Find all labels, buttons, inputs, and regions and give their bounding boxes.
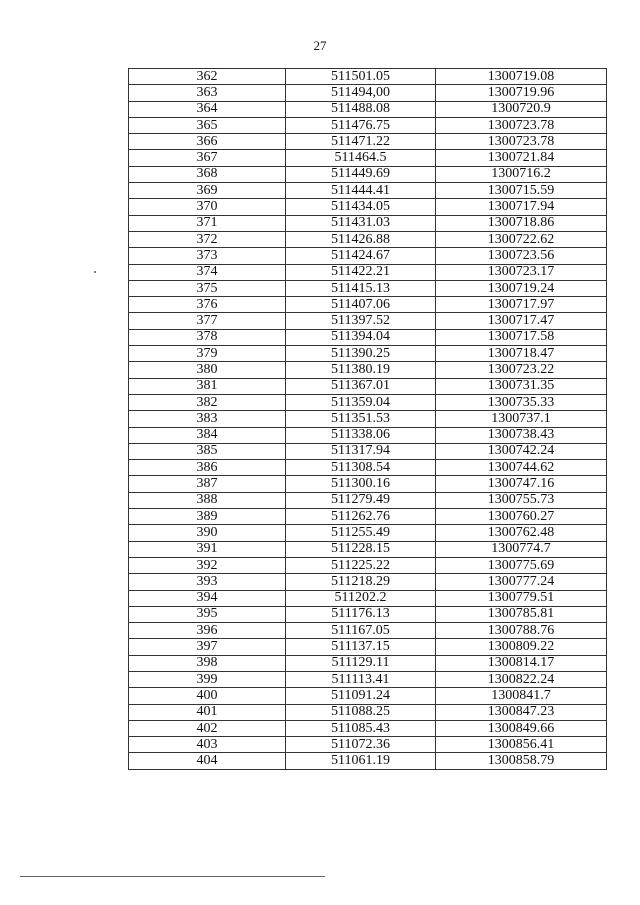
table-row xyxy=(129,378,607,394)
y-coordinate-cell: 1300858.79 xyxy=(436,753,607,769)
x-coordinate-cell: 511085.43 xyxy=(286,720,436,736)
point-number-cell: 404 xyxy=(129,753,286,769)
y-coordinate-cell: 1300717.97 xyxy=(436,297,607,313)
x-coordinate-cell: 511262.76 xyxy=(286,509,436,525)
table-row xyxy=(129,541,607,557)
x-coordinate-cell: 511308.54 xyxy=(286,460,436,476)
point-number-cell: 371 xyxy=(129,215,286,231)
point-number-cell: 385 xyxy=(129,443,286,459)
point-number-cell: 386 xyxy=(129,460,286,476)
y-coordinate-cell: 1300719.08 xyxy=(436,69,607,85)
y-coordinate-cell: 1300718.86 xyxy=(436,215,607,231)
table-row xyxy=(129,69,607,85)
y-coordinate-cell: 1300822.24 xyxy=(436,671,607,687)
y-coordinate-cell: 1300723.78 xyxy=(436,134,607,150)
table-row xyxy=(129,280,607,296)
y-coordinate-cell: 1300762.48 xyxy=(436,525,607,541)
table-row xyxy=(129,199,607,215)
table-row xyxy=(129,590,607,606)
point-number-cell: 363 xyxy=(129,85,286,101)
point-number-cell: 373 xyxy=(129,248,286,264)
x-coordinate-cell: 511225.22 xyxy=(286,557,436,573)
point-number-cell: 366 xyxy=(129,134,286,150)
table-row xyxy=(129,574,607,590)
point-number-cell: 402 xyxy=(129,720,286,736)
x-coordinate-cell: 511167.05 xyxy=(286,623,436,639)
y-coordinate-cell: 1300775.69 xyxy=(436,557,607,573)
x-coordinate-cell: 511415.13 xyxy=(286,280,436,296)
table-row xyxy=(129,183,607,199)
table-row xyxy=(129,688,607,704)
table-row xyxy=(129,460,607,476)
point-number-cell: 380 xyxy=(129,362,286,378)
table-row xyxy=(129,231,607,247)
point-number-cell: 399 xyxy=(129,671,286,687)
table-row xyxy=(129,215,607,231)
x-coordinate-cell: 511228.15 xyxy=(286,541,436,557)
x-coordinate-cell: 511061.19 xyxy=(286,753,436,769)
y-coordinate-cell: 1300717.47 xyxy=(436,313,607,329)
table-row xyxy=(129,671,607,687)
y-coordinate-cell: 1300720.9 xyxy=(436,101,607,117)
x-coordinate-cell: 511088.25 xyxy=(286,704,436,720)
x-coordinate-cell: 511091.24 xyxy=(286,688,436,704)
table-row xyxy=(129,704,607,720)
y-coordinate-cell: 1300777.24 xyxy=(436,574,607,590)
x-coordinate-cell: 511202.2 xyxy=(286,590,436,606)
x-coordinate-cell: 511476.75 xyxy=(286,117,436,133)
point-number-cell: 364 xyxy=(129,101,286,117)
point-number-cell: 391 xyxy=(129,541,286,557)
point-number-cell: 372 xyxy=(129,231,286,247)
x-coordinate-cell: 511444.41 xyxy=(286,183,436,199)
y-coordinate-cell: 1300723.78 xyxy=(436,117,607,133)
point-number-cell: 367 xyxy=(129,150,286,166)
point-number-cell: 384 xyxy=(129,427,286,443)
table-row xyxy=(129,101,607,117)
table-row xyxy=(129,737,607,753)
table-row xyxy=(129,117,607,133)
y-coordinate-cell: 1300723.22 xyxy=(436,362,607,378)
point-number-cell: 395 xyxy=(129,606,286,622)
y-coordinate-cell: 1300717.94 xyxy=(436,199,607,215)
table-row xyxy=(129,623,607,639)
point-number-cell: 393 xyxy=(129,574,286,590)
y-coordinate-cell: 1300738.43 xyxy=(436,427,607,443)
y-coordinate-cell: 1300721.84 xyxy=(436,150,607,166)
y-coordinate-cell: 1300779.51 xyxy=(436,590,607,606)
table-row xyxy=(129,411,607,427)
point-number-cell: 392 xyxy=(129,557,286,573)
x-coordinate-cell: 511424.67 xyxy=(286,248,436,264)
table-row xyxy=(129,134,607,150)
table-row xyxy=(129,427,607,443)
y-coordinate-cell: 1300722.62 xyxy=(436,231,607,247)
y-coordinate-cell: 1300785.81 xyxy=(436,606,607,622)
table-row xyxy=(129,85,607,101)
table-row xyxy=(129,166,607,182)
y-coordinate-cell: 1300747.16 xyxy=(436,476,607,492)
point-number-cell: 389 xyxy=(129,509,286,525)
y-coordinate-cell: 1300744.62 xyxy=(436,460,607,476)
y-coordinate-cell: 1300731.35 xyxy=(436,378,607,394)
table-row xyxy=(129,329,607,345)
table-row xyxy=(129,248,607,264)
table-row xyxy=(129,606,607,622)
table-row xyxy=(129,297,607,313)
x-coordinate-cell: 511390.25 xyxy=(286,346,436,362)
point-number-cell: 375 xyxy=(129,280,286,296)
table-row xyxy=(129,720,607,736)
x-coordinate-cell: 511380.19 xyxy=(286,362,436,378)
y-coordinate-cell: 1300719.96 xyxy=(436,85,607,101)
table-row xyxy=(129,150,607,166)
x-coordinate-cell: 511317.94 xyxy=(286,443,436,459)
x-coordinate-cell: 511422.21 xyxy=(286,264,436,280)
x-coordinate-cell: 511359.04 xyxy=(286,394,436,410)
y-coordinate-cell: 1300856.41 xyxy=(436,737,607,753)
footer-rule xyxy=(20,876,325,877)
point-number-cell: 401 xyxy=(129,704,286,720)
y-coordinate-cell: 1300718.47 xyxy=(436,346,607,362)
table-row xyxy=(129,525,607,541)
x-coordinate-cell: 511501.05 xyxy=(286,69,436,85)
point-number-cell: 383 xyxy=(129,411,286,427)
table-row xyxy=(129,509,607,525)
point-number-cell: 390 xyxy=(129,525,286,541)
x-coordinate-cell: 511300.16 xyxy=(286,476,436,492)
point-number-cell: 387 xyxy=(129,476,286,492)
table-row xyxy=(129,362,607,378)
y-coordinate-cell: 1300847.23 xyxy=(436,704,607,720)
y-coordinate-cell: 1300742.24 xyxy=(436,443,607,459)
coordinates-table-body xyxy=(129,69,607,770)
point-number-cell: 362 xyxy=(129,69,286,85)
x-coordinate-cell: 511397.52 xyxy=(286,313,436,329)
y-coordinate-cell: 1300774.7 xyxy=(436,541,607,557)
table-row xyxy=(129,753,607,769)
x-coordinate-cell: 511494,00 xyxy=(286,85,436,101)
x-coordinate-cell: 511137.15 xyxy=(286,639,436,655)
coordinates-table xyxy=(128,68,607,770)
point-number-cell: 396 xyxy=(129,623,286,639)
x-coordinate-cell: 511394.04 xyxy=(286,329,436,345)
x-coordinate-cell: 511471.22 xyxy=(286,134,436,150)
y-coordinate-cell: 1300760.27 xyxy=(436,509,607,525)
point-number-cell: 381 xyxy=(129,378,286,394)
table-row xyxy=(129,557,607,573)
y-coordinate-cell: 1300715.59 xyxy=(436,183,607,199)
table-row xyxy=(129,443,607,459)
page-number: 27 xyxy=(313,38,327,53)
x-coordinate-cell: 511434.05 xyxy=(286,199,436,215)
y-coordinate-cell: 1300719.24 xyxy=(436,280,607,296)
point-number-cell: 382 xyxy=(129,394,286,410)
x-coordinate-cell: 511255.49 xyxy=(286,525,436,541)
point-number-cell: 378 xyxy=(129,329,286,345)
table-row xyxy=(129,476,607,492)
x-coordinate-cell: 511488.08 xyxy=(286,101,436,117)
x-coordinate-cell: 511351.53 xyxy=(286,411,436,427)
point-number-cell: 370 xyxy=(129,199,286,215)
y-coordinate-cell: 1300717.58 xyxy=(436,329,607,345)
x-coordinate-cell: 511464.5 xyxy=(286,150,436,166)
x-coordinate-cell: 511338.06 xyxy=(286,427,436,443)
y-coordinate-cell: 1300723.17 xyxy=(436,264,607,280)
x-coordinate-cell: 511113.41 xyxy=(286,671,436,687)
x-coordinate-cell: 511367.01 xyxy=(286,378,436,394)
y-coordinate-cell: 1300716.2 xyxy=(436,166,607,182)
x-coordinate-cell: 511129.11 xyxy=(286,655,436,671)
table-row xyxy=(129,639,607,655)
point-number-cell: 400 xyxy=(129,688,286,704)
y-coordinate-cell: 1300788.76 xyxy=(436,623,607,639)
y-coordinate-cell: 1300841.7 xyxy=(436,688,607,704)
y-coordinate-cell: 1300737.1 xyxy=(436,411,607,427)
x-coordinate-cell: 511072.36 xyxy=(286,737,436,753)
point-number-cell: 398 xyxy=(129,655,286,671)
table-row xyxy=(129,492,607,508)
point-number-cell: 394 xyxy=(129,590,286,606)
stray-dot-mark xyxy=(94,271,96,273)
x-coordinate-cell: 511431.03 xyxy=(286,215,436,231)
y-coordinate-cell: 1300809.22 xyxy=(436,639,607,655)
y-coordinate-cell: 1300814.17 xyxy=(436,655,607,671)
x-coordinate-cell: 511449.69 xyxy=(286,166,436,182)
x-coordinate-cell: 511407.06 xyxy=(286,297,436,313)
point-number-cell: 374 xyxy=(129,264,286,280)
table-row xyxy=(129,346,607,362)
point-number-cell: 365 xyxy=(129,117,286,133)
table-row xyxy=(129,313,607,329)
point-number-cell: 397 xyxy=(129,639,286,655)
x-coordinate-cell: 511218.29 xyxy=(286,574,436,590)
x-coordinate-cell: 511426.88 xyxy=(286,231,436,247)
x-coordinate-cell: 511176.13 xyxy=(286,606,436,622)
y-coordinate-cell: 1300755.73 xyxy=(436,492,607,508)
table-row xyxy=(129,264,607,280)
x-coordinate-cell: 511279.49 xyxy=(286,492,436,508)
point-number-cell: 376 xyxy=(129,297,286,313)
table-row xyxy=(129,655,607,671)
y-coordinate-cell: 1300735.33 xyxy=(436,394,607,410)
point-number-cell: 377 xyxy=(129,313,286,329)
point-number-cell: 388 xyxy=(129,492,286,508)
point-number-cell: 369 xyxy=(129,183,286,199)
y-coordinate-cell: 1300723.56 xyxy=(436,248,607,264)
point-number-cell: 368 xyxy=(129,166,286,182)
table-row xyxy=(129,394,607,410)
point-number-cell: 403 xyxy=(129,737,286,753)
point-number-cell: 379 xyxy=(129,346,286,362)
y-coordinate-cell: 1300849.66 xyxy=(436,720,607,736)
